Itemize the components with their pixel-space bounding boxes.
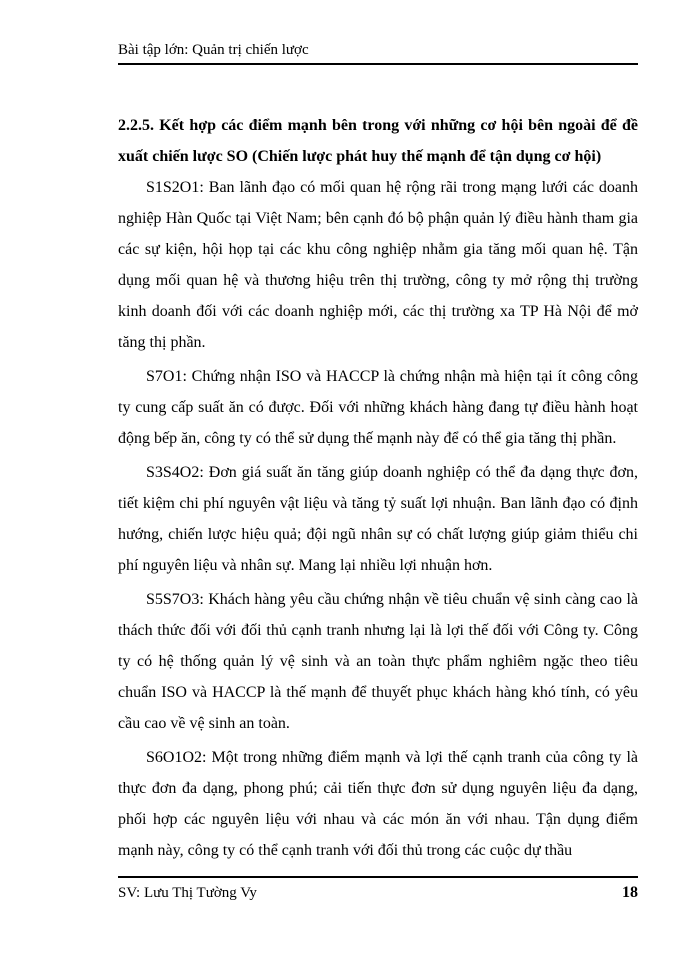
- footer-divider: [118, 876, 638, 878]
- paragraph-s3s4o2: S3S4O2: Đơn giá suất ăn tăng giúp doanh nghiệp có thể đa dạng thực đơn, tiết kiệm chi phí nguyên vật liệu và tăng tỷ suất lợi nhuận. Ban lãnh đạo có định hướng, chiến lược hiệu quả; đội ngũ nhân sự có chất lượng giúp giảm thiểu chi phí nguyên liệu và nhân sự. Mang lại nhiều lợi nhuận hơn.: [118, 464, 638, 574]
- paragraph-s6o1o2: S6O1O2: Một trong những điểm mạnh và lợi thế cạnh tranh của công ty là thực đơn đa dạng, phong phú; cải tiến thực đơn sử dụng nguyên liệu đa dạng, phối hợp các nguyên liệu với nhau và các món ăn với nhau. Tận dụng điểm mạnh này, công ty có thể cạnh tranh với đối thủ trong các cuộc dự thầu: [118, 749, 638, 859]
- footer-author: SV: Lưu Thị Tường Vy: [118, 885, 257, 901]
- page-footer: [118, 876, 638, 902]
- document-body: [118, 110, 638, 869]
- header-divider: [118, 63, 638, 65]
- page-header: [118, 40, 638, 65]
- paragraph-s7o1: S7O1: Chứng nhận ISO và HACCP là chứng nhận mà hiện tại ít công công ty cung cấp suất ăn có được. Đối với những khách hàng đang tự điều hành hoạt động bếp ăn, công ty có thể sử dụng thế mạnh này để có thể gia tăng thị phần.: [118, 368, 638, 447]
- header-title: Bài tập lớn: Quản trị chiến lược: [118, 42, 309, 58]
- paragraph-s1s2o1: S1S2O1: Ban lãnh đạo có mối quan hệ rộng rãi trong mạng lưới các doanh nghiệp Hàn Quốc tại Việt Nam; bên cạnh đó bộ phận quản lý điều hành tham gia các sự kiện, hội họp tại các khu công nghiệp nhằm gia tăng mối quan hệ. Tận dụng mối quan hệ và thương hiệu trên thị trường, công ty mở rộng thị trường kinh doanh đối với các doanh nghiệp mới, các thị trường xa TP Hà Nội để mở tăng thị phần.: [118, 179, 638, 351]
- footer-row: [118, 884, 638, 902]
- section-heading: 2.2.5. Kết hợp các điểm mạnh bên trong với những cơ hội bên ngoài để đề xuất chiến lược SO (Chiến lược phát huy thế mạnh để tận dụng cơ hội): [118, 117, 638, 165]
- paragraph-s5s7o3: S5S7O3: Khách hàng yêu cầu chứng nhận về tiêu chuẩn vệ sinh càng cao là thách thức đối với đối thủ cạnh tranh nhưng lại là lợi thế đối với Công ty. Công ty có hệ thống quản lý vệ sinh và an toàn thực phẩm nghiêm ngặc theo tiêu chuẩn ISO và HACCP là thế mạnh để thuyết phục khách hàng khó tính, có yêu cầu cao về vệ sinh an toàn.: [118, 591, 638, 732]
- page-number: 18: [622, 884, 638, 901]
